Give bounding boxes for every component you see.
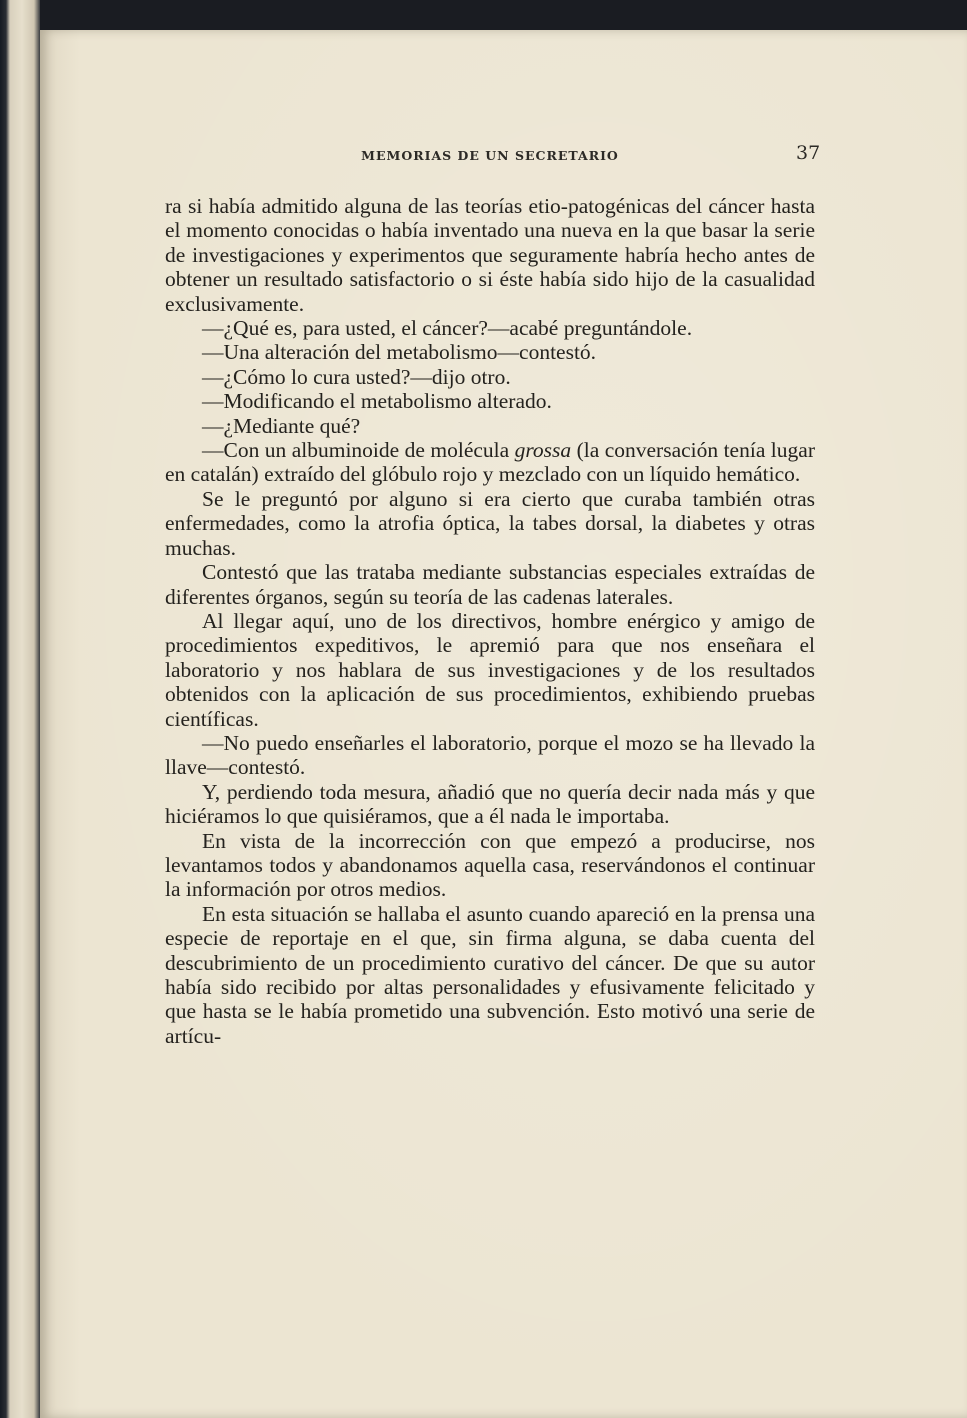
running-head: MEMORIAS DE UN SECRETARIO <box>361 148 619 163</box>
page-number: 37 <box>796 142 821 164</box>
body-text <box>165 194 815 1048</box>
previous-page-edge <box>0 0 40 1418</box>
text-span: —Con un albuminoide de molécula <box>202 438 515 463</box>
text-span: En esta situación se hallaba el asunto cuando apareció en la prensa una especie de reportaje en el que, sin firma alguna, se daba cuenta del descubrimiento de un procedimiento curativo del cáncer. De que su autor había sido recibido por altas personalidades y efusivamente felicitado y que hasta se le había prometido una subvención. Esto motivó una serie de artícu- <box>165 901 815 1048</box>
text-span: —No puedo enseñarles el laboratorio, porque el mozo se ha llevado la llave—contestó. <box>165 730 815 780</box>
paragraph <box>165 438 815 487</box>
text-span: Al llegar aquí, uno de los directivos, hombre enérgico y amigo de procedimientos expeditivos, le apremió para que nos enseñara el laboratorio y nos hablara de sus investigaciones y de los resultados obtenidos con la aplicación de sus procedimientos, exhibiendo pruebas científicas. <box>165 608 815 731</box>
text-span: —Modificando el metabolismo alterado. <box>202 389 552 414</box>
text-span: (la conversación tenía lugar en catalán) extraído del glóbulo rojo y mezclado con un líquido hemático. <box>165 438 815 487</box>
text-span: Contestó que las trataba mediante substancias especiales extraídas de diferentes órganos, según su teoría de las cadenas laterales. <box>165 560 815 609</box>
text-span: Se le preguntó por alguno si era cierto que curaba también otras enfermedades, como la atrofia óptica, la tabes dorsal, la diabetes y otras muchas. <box>165 486 815 560</box>
paragraph <box>165 316 815 340</box>
text-span: Y, perdiendo toda mesura, añadió que no quería decir nada más y que hiciéramos lo que quisiéramos, que a él nada le importaba. <box>165 779 815 829</box>
paragraph <box>165 902 815 1048</box>
paragraph <box>165 389 815 413</box>
paragraph <box>165 365 815 389</box>
paragraph <box>165 194 815 316</box>
paragraph <box>165 731 815 780</box>
book-page <box>40 30 967 1418</box>
text-span: ra si había admitido alguna de las teorías etio-patogénicas del cáncer hasta el momento conocidas o había inventado una nueva en la que basar la serie de investigaciones y experimentos que seguramente habría hecho antes de obtener un resultado satisfactorio o si éste había sido hijo de la casualidad exclusivamente. <box>165 194 815 316</box>
text-span: —Una alteración del metabolismo—contestó. <box>202 340 597 365</box>
paragraph <box>165 560 815 609</box>
paragraph <box>165 414 815 438</box>
paragraph <box>165 487 815 560</box>
text-span: En vista de la incorrección con que empezó a producirse, nos levantamos todos y abandonamos aquella casa, reservándonos el continuar la información por otros medios. <box>165 828 815 902</box>
text-span: —¿Qué es, para usted, el cáncer?—acabé preguntándole. <box>202 316 693 341</box>
paragraph <box>165 609 815 731</box>
text-span: —¿Cómo lo cura usted?—dijo otro. <box>202 364 511 389</box>
paragraph <box>165 829 815 902</box>
paragraph <box>165 780 815 829</box>
italic-text: grossa <box>514 438 572 463</box>
paragraph <box>165 340 815 364</box>
text-span: —¿Mediante qué? <box>202 413 361 438</box>
